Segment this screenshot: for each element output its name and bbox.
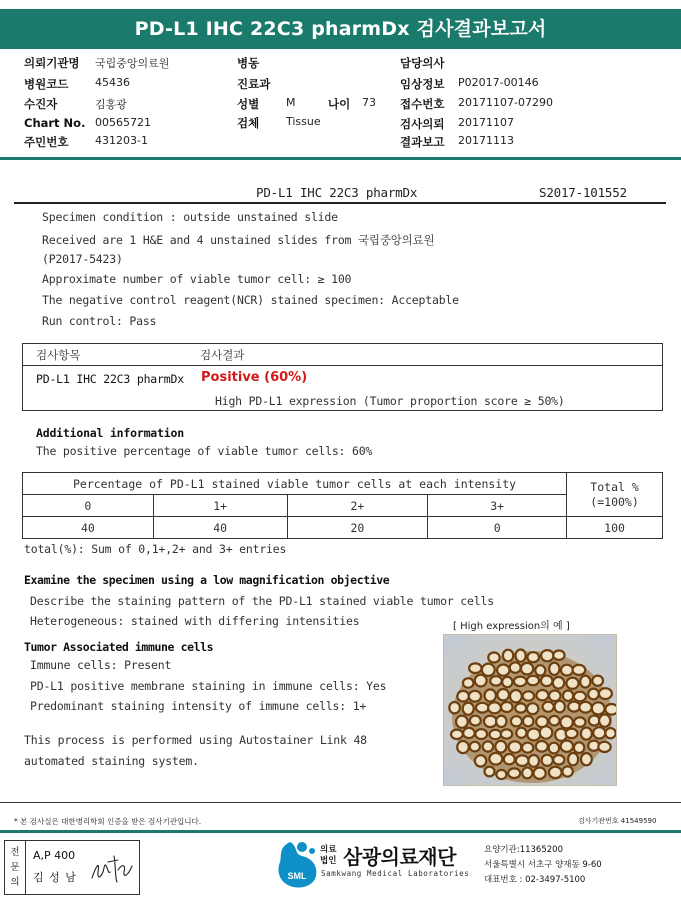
stained-cell: [562, 766, 572, 776]
stained-cell: [605, 704, 617, 715]
sex-value: M: [286, 96, 296, 109]
stained-cell: [527, 652, 539, 662]
stained-cell: [488, 653, 499, 663]
stained-cell: [527, 729, 540, 741]
stained-cell: [485, 767, 495, 777]
stained-cell: [516, 755, 529, 766]
intensity-value-3: 0: [428, 517, 567, 539]
stained-cell: [456, 716, 468, 728]
stained-cell: [501, 702, 513, 712]
report-date-label: 결과보고: [400, 135, 445, 149]
stained-cell: [536, 690, 548, 700]
heterogeneous-note: Heterogeneous: stained with differing intensities: [30, 614, 360, 628]
stained-cell: [495, 741, 506, 753]
stained-cell: [521, 663, 533, 675]
stained-cell: [588, 689, 599, 700]
resident-no-label: 주민번호: [24, 135, 69, 149]
immune-heading: Tumor Associated immune cells: [24, 640, 214, 654]
lab-address: 서울특별시 서초구 양재동 9-60: [484, 860, 602, 870]
total-header: [567, 473, 663, 517]
stained-cell: [469, 691, 481, 702]
stained-cell: [549, 691, 561, 702]
stained-cell: [522, 768, 532, 779]
stained-cell: [549, 716, 559, 726]
stained-cell: [508, 768, 520, 778]
stained-cell: [490, 676, 502, 685]
patient-label: 수진자: [24, 97, 58, 111]
stained-cell: [489, 753, 502, 765]
stained-cell: [523, 691, 534, 700]
process-line-1: This process is performed using Autostainer Link 48: [24, 733, 367, 747]
footer-rule: [0, 802, 681, 803]
low-mag-heading: Examine the specimen using a low magnification objective: [24, 573, 390, 587]
stained-cell: [463, 703, 474, 715]
stained-cell: [543, 702, 554, 712]
stained-cell: [579, 702, 591, 713]
total-header-line1: Total %: [590, 479, 639, 494]
stained-cell: [501, 729, 512, 738]
stained-cell: [463, 678, 474, 687]
stained-cell: [568, 753, 578, 765]
hospital-code-value: 45436: [95, 76, 130, 89]
request-date-label: 검사의뢰: [400, 117, 445, 131]
doctor-label: 담당의사: [400, 56, 445, 70]
stained-cell: [482, 664, 495, 676]
ihc-stain-example-image: [443, 634, 617, 786]
stained-cell: [555, 701, 565, 713]
stained-cell: [561, 665, 573, 676]
resident-no-value: 431203-1: [95, 134, 148, 147]
result-box-divider: [22, 365, 663, 366]
doctor-name: 김 성 남: [33, 871, 77, 884]
intensity-col-1: 1+: [153, 495, 287, 517]
stained-cell: [527, 703, 538, 714]
stained-cell: [540, 726, 553, 738]
stained-cell: [566, 729, 578, 738]
stained-cell: [475, 755, 486, 766]
stained-cell: [463, 728, 475, 738]
hospital-value: 국립중앙의료원: [95, 57, 170, 70]
certification-note: * 본 검사실은 대한병리학회 인증을 받은 검사기관입니다.: [14, 817, 202, 826]
receipt-no-label: 접수번호: [400, 97, 445, 111]
stained-cell: [503, 650, 513, 662]
department-label: 진료과: [237, 77, 271, 91]
stained-cell: [504, 754, 515, 764]
stained-cell: [484, 716, 497, 727]
result-header: 검사결과: [200, 348, 245, 362]
stained-cell: [516, 728, 526, 738]
stained-cell: [553, 651, 564, 660]
lab-phone: 대표번호 : 02-3497-5100: [484, 875, 586, 885]
stained-cell: [511, 716, 522, 726]
image-caption: [ High expression의 예 ]: [453, 621, 570, 632]
ihc-stain-illustration: [444, 635, 617, 786]
run-control: Run control: Pass: [42, 314, 157, 328]
expression-level: High PD-L1 expression (Tumor proportion score ≥ 50%): [215, 394, 565, 408]
stained-cell: [527, 676, 539, 685]
stained-cell: [561, 741, 573, 752]
total-header-line2: (=100%): [590, 494, 639, 509]
stained-cell: [589, 716, 600, 726]
footer-divider: [0, 830, 681, 833]
sml-logo-icon: [272, 838, 324, 890]
stained-cell: [457, 741, 469, 753]
process-line-2: automated staining system.: [24, 754, 199, 768]
stained-cell: [560, 716, 572, 728]
intensity-value-0: 40: [23, 517, 154, 539]
stained-cell: [502, 677, 512, 687]
age-label: 나이: [328, 97, 351, 111]
stained-cell: [475, 729, 487, 739]
immune-membrane-staining: PD-L1 positive membrane staining in immune cells: Yes: [30, 679, 387, 693]
stained-cell: [536, 741, 548, 752]
specialist-label: 전문의: [10, 847, 20, 888]
doctor-code: A,P 400: [33, 849, 76, 862]
stained-cell: [457, 691, 469, 702]
report-test-name: PD-L1 IHC 22C3 pharmDx: [256, 185, 418, 200]
stained-cell: [541, 676, 553, 687]
sml-logo-text: SML: [287, 871, 307, 881]
stained-cell: [598, 742, 610, 752]
lab-name: 삼광의료재단: [343, 845, 456, 869]
ncr-result: The negative control reagent(NCR) stained specimen: Acceptable: [42, 293, 459, 307]
stained-cell: [475, 675, 487, 687]
stained-cell: [476, 703, 489, 713]
report-date-value: 20171113: [458, 134, 514, 147]
sex-label: 성별: [237, 97, 260, 111]
stained-cell: [469, 663, 481, 673]
viable-tumor-count: Approximate number of viable tumor cell: ≥ 100: [42, 272, 352, 286]
stained-cell: [549, 743, 559, 754]
stained-cell: [574, 742, 584, 753]
stained-cell: [523, 716, 533, 726]
pathology-number: (P2017-5423): [42, 252, 123, 266]
stained-cell: [488, 702, 501, 713]
stained-cell: [528, 755, 539, 767]
total-note: total(%): Sum of 0,1+,2+ and 3+ entries: [24, 542, 287, 556]
header-divider: [0, 157, 681, 160]
item-header: 검사항목: [36, 348, 81, 362]
lab-prefix-line2: 법인: [320, 856, 337, 866]
chart-no-label: Chart No.: [24, 116, 86, 130]
lab-english-name: Samkwang Medical Laboratories: [321, 869, 470, 878]
age-value: 73: [362, 96, 376, 109]
doctor-signature: [88, 848, 138, 888]
stained-cell: [470, 716, 481, 726]
stained-cell: [580, 676, 590, 688]
positive-result: Positive (60%): [201, 370, 308, 385]
stained-cell: [470, 742, 480, 752]
stained-cell: [514, 677, 527, 687]
stained-cell: [541, 650, 553, 661]
receipt-no-value: 20171107-07290: [458, 96, 553, 109]
stained-cell: [592, 702, 605, 714]
institution-number: 검사기관번호 41549590: [578, 817, 657, 825]
stained-cell: [563, 691, 573, 701]
stained-cell: [510, 662, 521, 672]
test-item: PD-L1 IHC 22C3 pharmDx: [36, 372, 184, 386]
stained-cell: [549, 767, 562, 778]
specimen-label: 검체: [237, 116, 260, 130]
lab-provider-code: 요양기관:11365200: [484, 845, 563, 855]
received-slides: Received are 1 H&E and 4 unstained slides from 국립중앙의료원: [42, 233, 435, 247]
stained-cell: [574, 717, 585, 726]
stained-cell: [534, 768, 546, 779]
intensity-table-header: Percentage of PD-L1 stained viable tumor cells at each intensity: [23, 473, 567, 495]
stained-cell: [496, 770, 506, 779]
stained-cell: [483, 741, 493, 751]
lab-prefix: [320, 845, 336, 867]
stained-cell: [549, 663, 559, 675]
stained-cell: [515, 703, 526, 712]
specimen-condition: Specimen condition : outside unstained slide: [42, 210, 338, 224]
stained-cell: [566, 678, 578, 689]
stained-cell: [574, 692, 586, 702]
stained-cell: [573, 665, 586, 675]
stained-cell: [553, 755, 564, 764]
stained-cell: [522, 743, 533, 753]
stained-cell: [599, 688, 612, 699]
stained-cell: [542, 755, 553, 766]
stained-cell: [516, 650, 526, 662]
stained-cell: [592, 676, 603, 686]
stained-cell: [449, 702, 460, 713]
intensity-col-0: 0: [23, 495, 154, 517]
ward-label: 병동: [237, 56, 260, 70]
specimen-value: Tissue: [286, 115, 321, 128]
clinical-info-label: 임상정보: [400, 77, 445, 91]
request-date-value: 20171107: [458, 116, 514, 129]
stained-cell: [490, 730, 502, 739]
stained-cell: [496, 716, 506, 727]
chart-no-value: 00565721: [95, 116, 151, 129]
staining-pattern: Describe the staining pattern of the PD-L1 stained viable tumor cells: [30, 594, 494, 608]
stained-cell: [535, 665, 545, 675]
hospital-label: 의뢰기관명: [24, 56, 80, 70]
intensity-value-2: 20: [287, 517, 428, 539]
stained-cell: [509, 741, 522, 752]
additional-info-heading: Additional information: [36, 426, 184, 440]
report-number: S2017-101552: [539, 185, 627, 200]
intensity-value-1: 40: [153, 517, 287, 539]
report-title: PD-L1 IHC 22C3 pharmDx 검사결과보고서: [134, 18, 547, 40]
clinical-info-value: P02017-00146: [458, 76, 539, 89]
stained-cell: [451, 730, 463, 739]
stained-cell: [581, 728, 592, 740]
immune-intensity: Predominant staining intensity of immune cells: 1+: [30, 699, 367, 713]
stained-cell: [553, 677, 564, 689]
stained-cell: [605, 728, 615, 738]
intensity-total: 100: [567, 517, 663, 539]
hospital-code-label: 병원코드: [24, 77, 69, 91]
patient-value: 김홍광: [95, 98, 127, 111]
stained-cell: [581, 753, 592, 765]
intensity-table: [22, 472, 663, 539]
positive-percentage: The positive percentage of viable tumor cells: 60%: [36, 444, 373, 458]
stained-cell: [497, 689, 509, 700]
lab-prefix-line1: 의료: [320, 845, 337, 855]
report-title-rule: [14, 202, 666, 204]
intensity-col-3: 3+: [428, 495, 567, 517]
immune-present: Immune cells: Present: [30, 658, 172, 672]
stained-cell: [599, 714, 610, 726]
stained-cell: [593, 727, 605, 738]
stained-cell: [510, 690, 522, 702]
stained-cell: [485, 689, 496, 701]
stained-cell: [497, 665, 509, 676]
intensity-col-2: 2+: [287, 495, 428, 517]
